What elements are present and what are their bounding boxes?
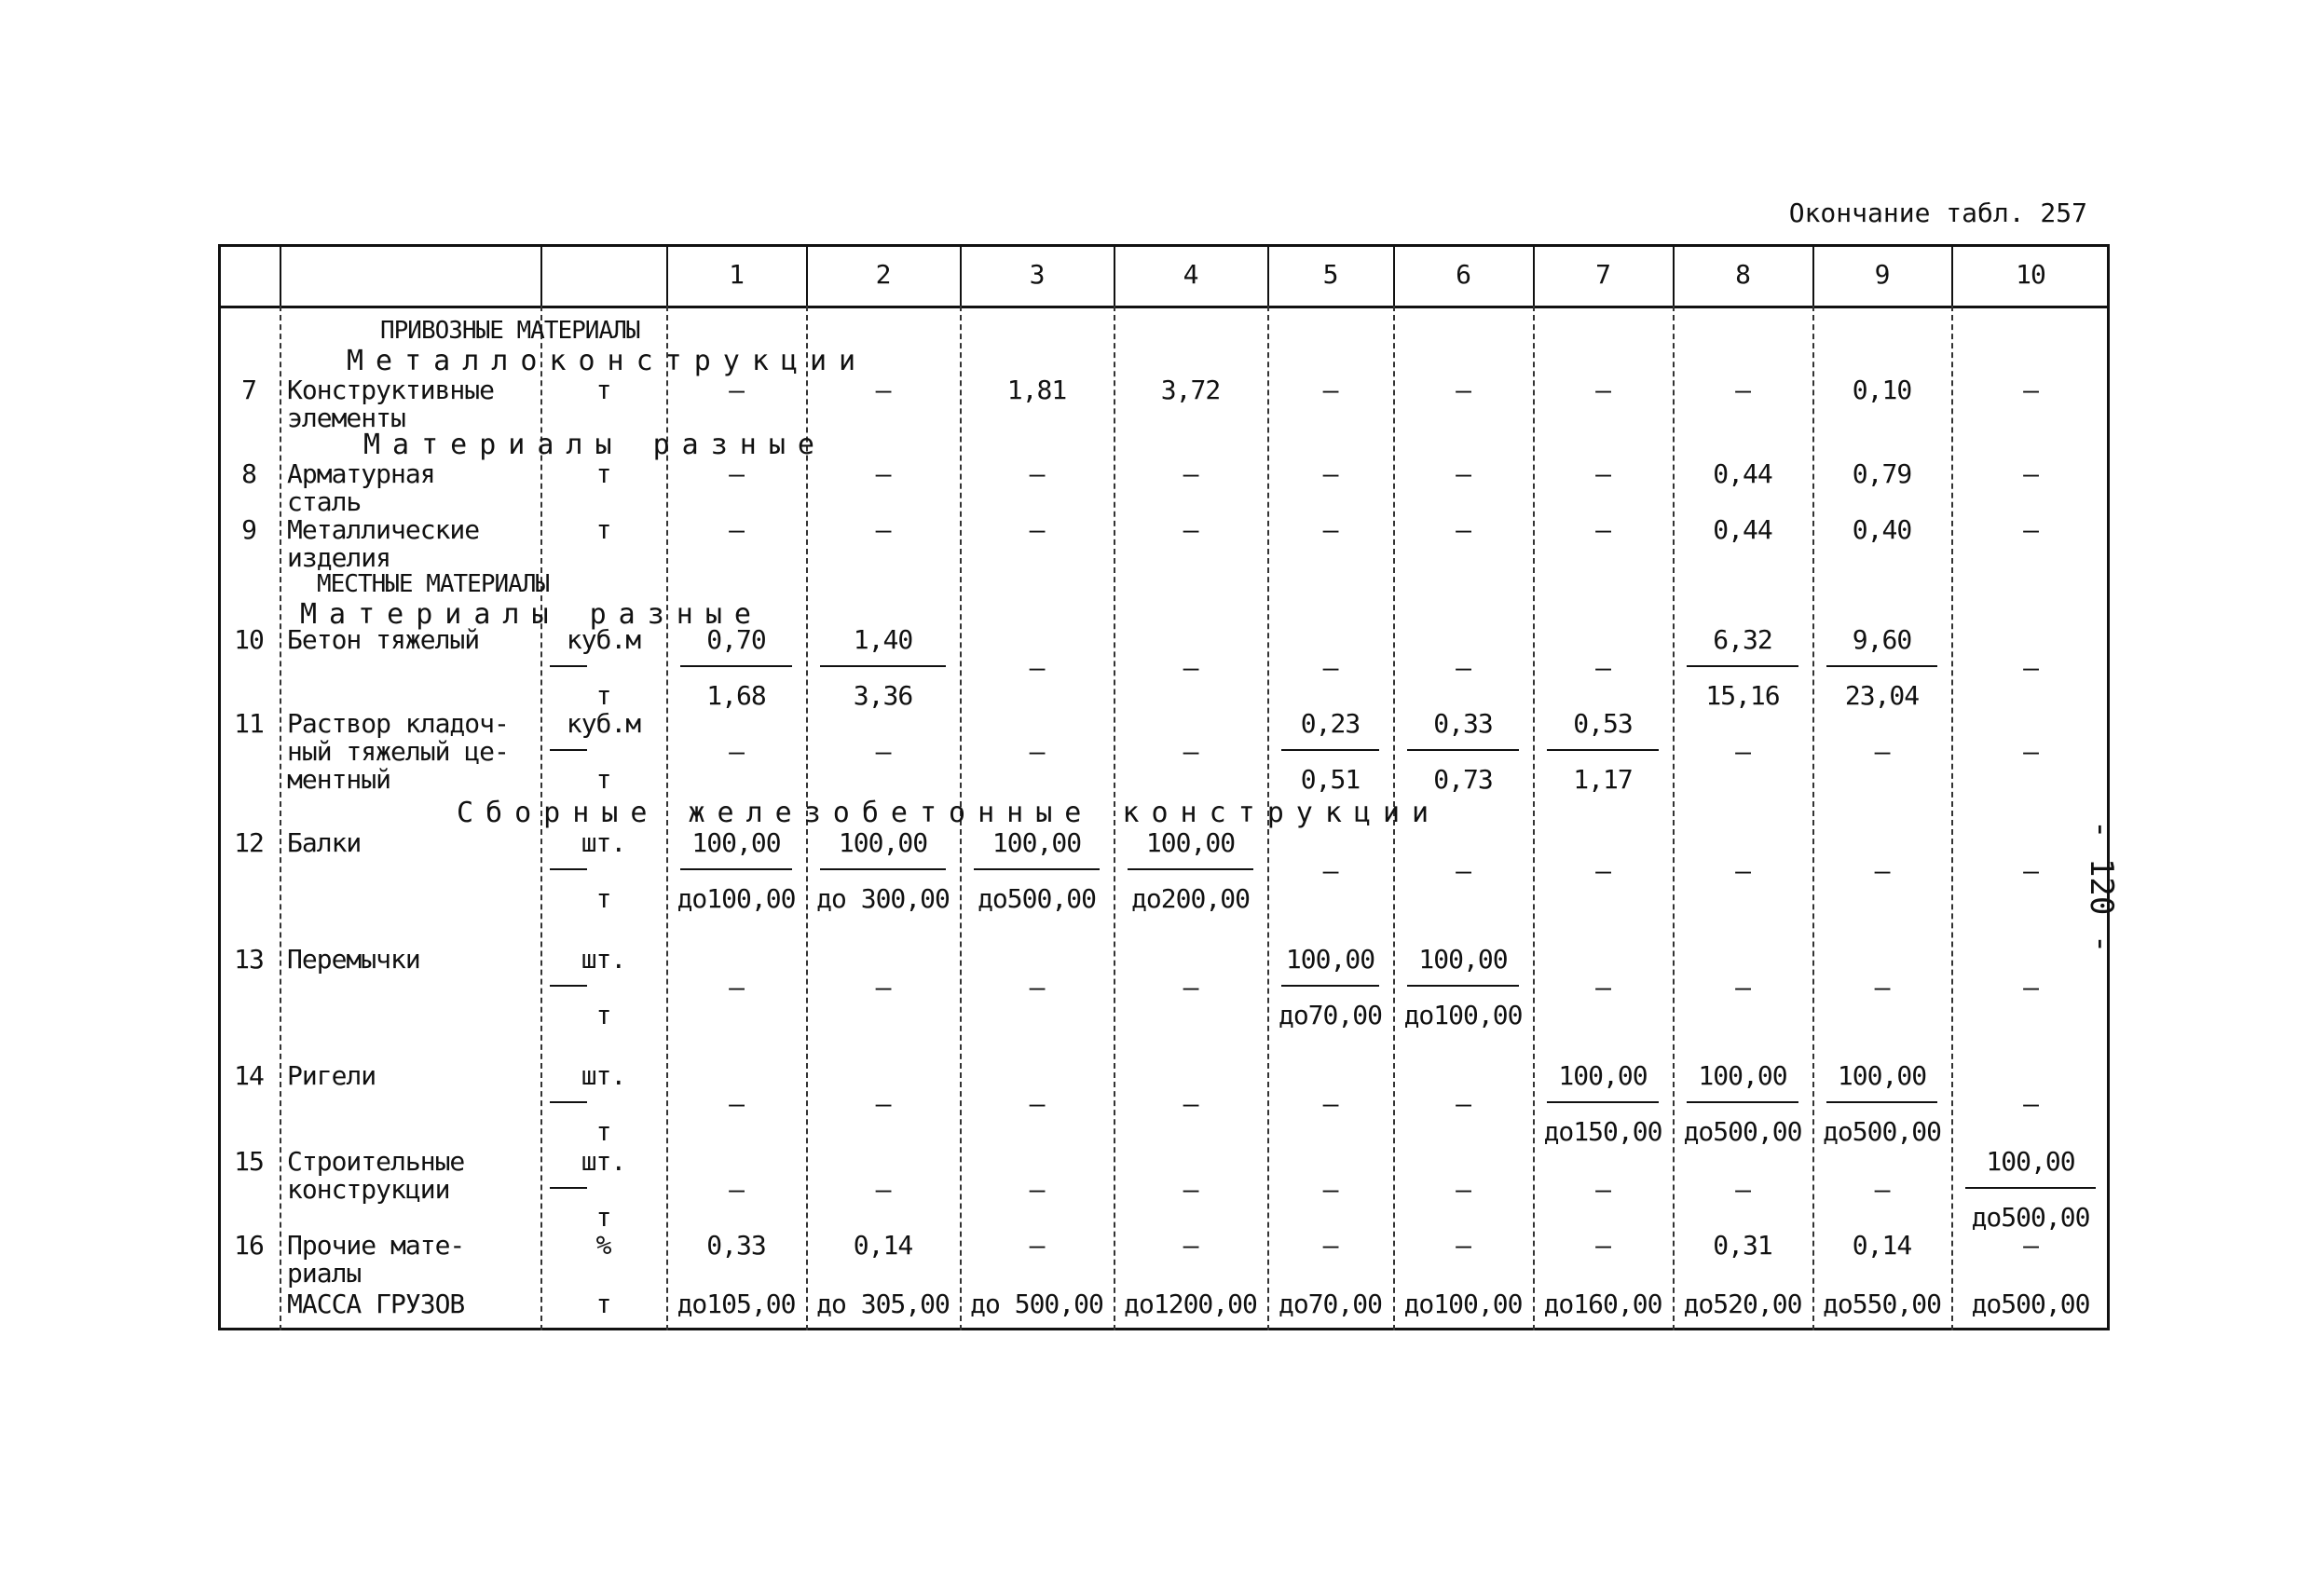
cell-value: – — [2023, 1230, 2038, 1261]
cell-value: 0,14 — [1852, 1230, 1912, 1261]
section-imported: ПРИВОЗНЫЕ МАТЕРИАЛЫ — [380, 317, 640, 345]
cell-value: – — [1029, 1174, 1045, 1205]
row-unit-2: т — [595, 1000, 611, 1030]
cell-value-top: 9,60 — [1852, 624, 1912, 655]
row-unit: т — [595, 514, 611, 545]
header-column-line — [280, 244, 281, 306]
section-misc2: Материалы разные — [300, 598, 763, 631]
cell-value-bottom: до 300,00 — [816, 883, 950, 914]
cell-value: – — [729, 736, 744, 767]
row-unit: % — [595, 1230, 611, 1261]
row-unit-2: т — [595, 1116, 611, 1147]
row-name-line2: риалы — [287, 1258, 362, 1289]
cell-value-top: 100,00 — [1558, 1060, 1648, 1091]
cell-value-top: 100,00 — [838, 827, 928, 858]
cell-value-top: 100,00 — [1837, 1060, 1927, 1091]
row-unit: куб.м — [566, 708, 641, 739]
row-number: 11 — [234, 708, 264, 739]
cell-value: – — [1595, 1174, 1610, 1205]
cell-value: – — [1322, 458, 1338, 489]
row-number: 7 — [241, 375, 256, 405]
row-name-line3: ментный — [287, 764, 391, 795]
row-number: 14 — [234, 1060, 264, 1091]
cell-value: – — [729, 514, 744, 545]
column-number-header: 5 — [1322, 259, 1338, 290]
row-unit: шт. — [581, 827, 626, 858]
cell-value: – — [1595, 375, 1610, 405]
row-name: Конструктивные — [287, 375, 495, 405]
row-unit-2: т — [595, 764, 611, 795]
cell-value: – — [1029, 972, 1045, 1003]
fraction-bar — [550, 665, 587, 667]
cell-value: 0,44 — [1713, 458, 1772, 489]
fraction-bar — [550, 1101, 587, 1103]
total-value: до100,00 — [1403, 1289, 1523, 1319]
cell-value: – — [1183, 458, 1198, 489]
cell-value-bottom: 15,16 — [1705, 680, 1780, 711]
total-unit: т — [595, 1289, 611, 1319]
cell-value-bottom: 1,17 — [1573, 764, 1633, 795]
cell-value: – — [729, 458, 744, 489]
total-value: до160,00 — [1543, 1289, 1662, 1319]
row-number: 12 — [234, 827, 264, 858]
fraction-bar — [820, 868, 946, 870]
row-name: Ригели — [287, 1060, 376, 1091]
cell-value: 0,14 — [853, 1230, 913, 1261]
cell-value: – — [1595, 652, 1610, 683]
row-name: Арматурная — [287, 458, 435, 489]
fraction-bar — [1547, 749, 1659, 751]
column-number-header: 1 — [729, 259, 744, 290]
row-name: Металлические — [287, 514, 480, 545]
cell-value: – — [1029, 1230, 1045, 1261]
section-metal: Металлоконструкции — [347, 345, 868, 377]
cell-value-top: 6,32 — [1713, 624, 1772, 655]
row-name-line2: изделия — [287, 542, 391, 573]
row-name-line2: конструкции — [287, 1174, 450, 1205]
total-value: до1200,00 — [1124, 1289, 1257, 1319]
row-name: Раствор кладоч- — [287, 708, 509, 739]
cell-value: – — [2023, 375, 2038, 405]
cell-value: 0,31 — [1713, 1230, 1772, 1261]
cell-value: – — [1456, 514, 1470, 545]
total-value: до105,00 — [677, 1289, 796, 1319]
cell-value: – — [1322, 514, 1338, 545]
cell-value: – — [1183, 1174, 1198, 1205]
cell-value-bottom: до500,00 — [1971, 1202, 2090, 1233]
row-number: 16 — [234, 1230, 264, 1261]
cell-value: – — [1183, 972, 1198, 1003]
fraction-bar — [680, 665, 792, 667]
cell-value-top: 100,00 — [1698, 1060, 1787, 1091]
cell-value: – — [1595, 514, 1610, 545]
fraction-bar — [550, 1187, 587, 1189]
row-name: Балки — [287, 827, 362, 858]
cell-value-bottom: до500,00 — [1823, 1116, 1941, 1147]
column-number-header: 8 — [1735, 259, 1750, 290]
cell-value-top: 100,00 — [1145, 827, 1236, 858]
row-name: Прочие мате- — [287, 1230, 465, 1261]
cell-value: – — [1874, 1174, 1890, 1205]
cell-value: 0,44 — [1713, 514, 1772, 545]
row-number: 15 — [234, 1146, 264, 1177]
fraction-bar — [1547, 1101, 1659, 1103]
row-unit: т — [595, 458, 611, 489]
cell-value: – — [1322, 1088, 1338, 1119]
column-number-header: 3 — [1029, 259, 1045, 290]
cell-value-top: 0,53 — [1573, 708, 1633, 739]
column-number-header: 2 — [875, 259, 891, 290]
column-line — [280, 306, 281, 1330]
cell-value-top: 1,40 — [853, 624, 913, 655]
cell-value-bottom: до200,00 — [1131, 883, 1250, 914]
cell-value: 0,10 — [1852, 375, 1912, 405]
section-misc1: Материалы разные — [363, 429, 827, 461]
cell-value-top: 100,00 — [991, 827, 1082, 858]
total-value: до 305,00 — [816, 1289, 950, 1319]
total-label: МАССА ГРУЗОВ — [287, 1289, 465, 1319]
fraction-bar — [1826, 665, 1937, 667]
total-value: до 500,00 — [970, 1289, 1103, 1319]
cell-value: – — [875, 1174, 891, 1205]
row-unit-2: т — [595, 1202, 611, 1233]
column-number-header: 4 — [1183, 259, 1198, 290]
page-number: - 120 - — [2083, 820, 2120, 954]
cell-value: – — [1595, 458, 1610, 489]
column-line — [1951, 306, 1953, 1330]
cell-value: – — [1322, 1174, 1338, 1205]
column-number-header: 6 — [1456, 259, 1470, 290]
cell-value: 1,81 — [1006, 375, 1067, 405]
fraction-bar — [1826, 1101, 1937, 1103]
cell-value: – — [1322, 375, 1338, 405]
cell-value: – — [1456, 375, 1470, 405]
row-number: 9 — [241, 514, 256, 545]
total-value: до520,00 — [1683, 1289, 1802, 1319]
cell-value-top: 100,00 — [1285, 944, 1375, 975]
section-local: МЕСТНЫЕ МАТЕРИАЛЫ — [317, 570, 550, 598]
cell-value: – — [875, 1088, 891, 1119]
row-name: Строительные — [287, 1146, 465, 1177]
cell-value: 0,79 — [1852, 458, 1912, 489]
cell-value-bottom: до150,00 — [1543, 1116, 1662, 1147]
cell-value: – — [1029, 1088, 1045, 1119]
cell-value-bottom: до500,00 — [978, 883, 1096, 914]
row-unit: т — [595, 375, 611, 405]
cell-value: – — [1456, 652, 1470, 683]
row-number: 10 — [234, 624, 264, 655]
fraction-bar — [1687, 665, 1798, 667]
cell-value: – — [2023, 736, 2038, 767]
row-name-line2: ный тяжелый це- — [287, 736, 509, 767]
cell-value: – — [1029, 652, 1045, 683]
cell-value: 0,40 — [1852, 514, 1912, 545]
fraction-bar — [1128, 868, 1253, 870]
cell-value: – — [1183, 736, 1198, 767]
fraction-bar — [1407, 985, 1519, 987]
cell-value: – — [729, 1174, 744, 1205]
header-column-line — [540, 244, 542, 306]
cell-value: – — [1029, 736, 1045, 767]
section-precast: Сборные железобетонные конструкции — [457, 797, 1442, 829]
cell-value: – — [875, 972, 891, 1003]
cell-value: – — [1183, 1230, 1198, 1261]
column-number-header: 10 — [2016, 259, 2045, 290]
cell-value: – — [1183, 652, 1198, 683]
fraction-bar — [1687, 1101, 1798, 1103]
cell-value: – — [1456, 1230, 1470, 1261]
cell-value-bottom: 23,04 — [1844, 680, 1920, 711]
fraction-bar — [550, 985, 587, 987]
total-value: до70,00 — [1278, 1289, 1382, 1319]
total-value: до550,00 — [1823, 1289, 1941, 1319]
cell-value: – — [875, 375, 891, 405]
cell-value: – — [1735, 972, 1750, 1003]
row-unit: куб.м — [566, 624, 641, 655]
cell-value: – — [1322, 855, 1338, 886]
fraction-bar — [1281, 985, 1379, 987]
cell-value-bottom: до500,00 — [1683, 1116, 1802, 1147]
cell-value-top: 100,00 — [691, 827, 781, 858]
fraction-bar — [974, 868, 1100, 870]
fraction-bar — [1965, 1187, 2096, 1189]
row-number: 8 — [241, 458, 256, 489]
cell-value: – — [729, 972, 744, 1003]
fraction-bar — [1407, 749, 1519, 751]
cell-value: – — [1456, 458, 1470, 489]
cell-value: – — [1874, 972, 1890, 1003]
cell-value: – — [1874, 855, 1890, 886]
row-unit: шт. — [581, 1146, 626, 1177]
cell-value: – — [875, 736, 891, 767]
row-unit: шт. — [581, 944, 626, 975]
cell-value: – — [1456, 1088, 1470, 1119]
cell-value: – — [1322, 652, 1338, 683]
column-number-header: 9 — [1874, 259, 1890, 290]
cell-value: – — [1735, 375, 1750, 405]
cell-value: – — [1595, 1230, 1610, 1261]
cell-value: – — [1183, 1088, 1198, 1119]
cell-value: – — [729, 375, 744, 405]
cell-value: 3,72 — [1160, 375, 1221, 405]
header-divider — [218, 306, 2110, 308]
cell-value: – — [1874, 736, 1890, 767]
cell-value: – — [1595, 855, 1610, 886]
cell-value-top: 100,00 — [1418, 944, 1508, 975]
total-value: до500,00 — [1971, 1289, 2090, 1319]
cell-value-bottom: до100,00 — [677, 883, 796, 914]
column-number-header: 7 — [1595, 259, 1610, 290]
cell-value: – — [2023, 652, 2038, 683]
cell-value: – — [1735, 1174, 1750, 1205]
cell-value: 0,33 — [706, 1230, 766, 1261]
cell-value: – — [1595, 972, 1610, 1003]
table-frame — [218, 244, 2110, 1330]
cell-value: – — [2023, 1088, 2038, 1119]
row-name: Бетон тяжелый — [287, 624, 480, 655]
row-number: 13 — [234, 944, 264, 975]
row-unit: шт. — [581, 1060, 626, 1091]
fraction-bar — [550, 868, 587, 870]
cell-value-top: 0,23 — [1300, 708, 1361, 739]
row-name-line2: сталь — [287, 486, 362, 517]
fraction-bar — [1281, 749, 1379, 751]
cell-value: – — [875, 458, 891, 489]
cell-value-bottom: 1,68 — [706, 680, 766, 711]
cell-value-bottom: 0,73 — [1433, 764, 1493, 795]
cell-value: – — [729, 1088, 744, 1119]
cell-value: – — [1029, 514, 1045, 545]
cell-value-bottom: 3,36 — [853, 680, 913, 711]
row-name: Перемычки — [287, 944, 420, 975]
table-caption: Окончание табл. 257 — [1788, 198, 2087, 228]
fraction-bar — [550, 749, 587, 751]
cell-value: – — [2023, 514, 2038, 545]
cell-value: – — [875, 514, 891, 545]
cell-value: – — [2023, 458, 2038, 489]
row-unit-2: т — [595, 680, 611, 711]
cell-value: – — [1322, 1230, 1338, 1261]
cell-value: – — [1456, 1174, 1470, 1205]
cell-value: – — [2023, 972, 2038, 1003]
cell-value: – — [1029, 458, 1045, 489]
row-name-line2: элементы — [287, 402, 405, 433]
cell-value: – — [1456, 855, 1470, 886]
cell-value: – — [1735, 855, 1750, 886]
cell-value-bottom: 0,51 — [1300, 764, 1361, 795]
cell-value: – — [1183, 514, 1198, 545]
cell-value: – — [2023, 855, 2038, 886]
fraction-bar — [820, 665, 946, 667]
cell-value: – — [1735, 736, 1750, 767]
cell-value-top: 100,00 — [1986, 1146, 2075, 1177]
cell-value-top: 0,70 — [706, 624, 766, 655]
cell-value-top: 0,33 — [1433, 708, 1493, 739]
cell-value-bottom: до70,00 — [1278, 1000, 1382, 1030]
cell-value-bottom: до100,00 — [1403, 1000, 1523, 1030]
fraction-bar — [680, 868, 792, 870]
row-unit-2: т — [595, 883, 611, 914]
